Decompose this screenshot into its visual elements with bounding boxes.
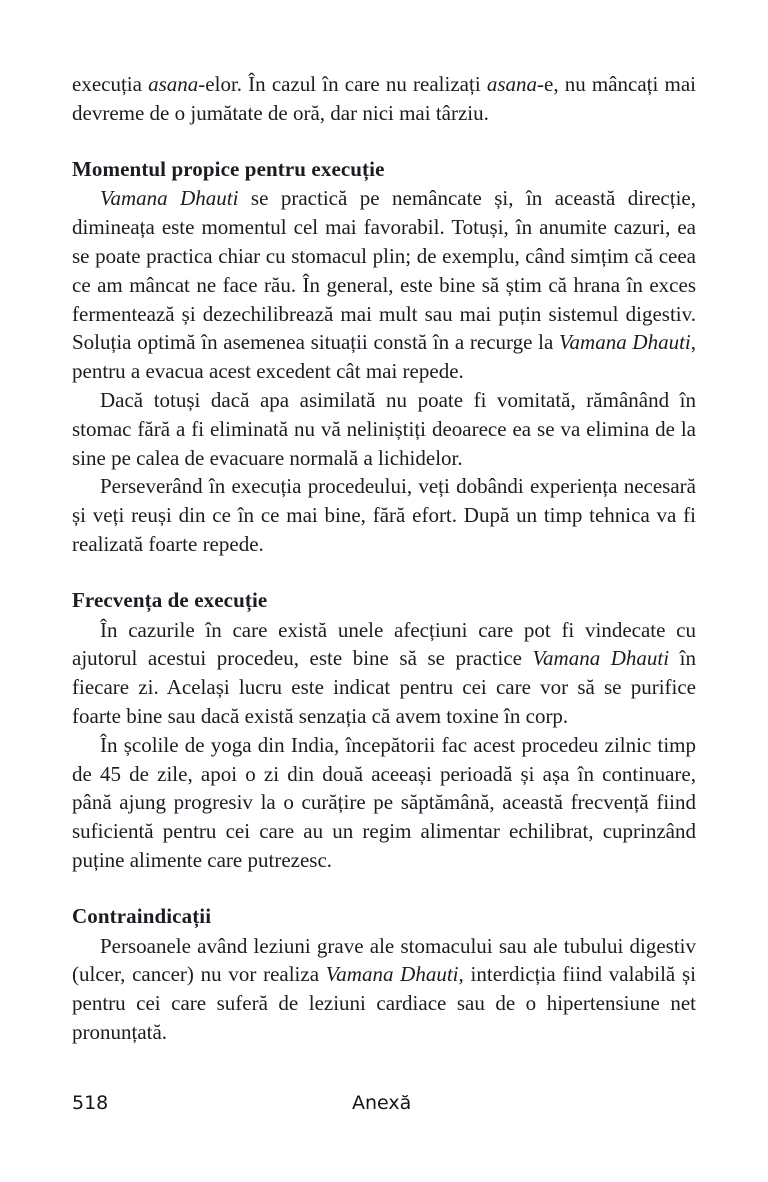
paragraph: Dacă totuși dacă apa asimilată nu poate fi vomitată, rămânând în stomac fără a fi eliminată nu vă neliniștiți deoarece ea se va elimina de la sine pe calea de evacuare normală a lichidelor. — [72, 387, 696, 470]
text-run: în fiecare zi. Același lucru este indicat pentru cei care vor să se purifice foarte bine sau dacă există senzația că avem toxine în corp. — [72, 646, 697, 728]
paragraph: În școlile de yoga din India, începătorii fac acest procedeu zilnic timp de 45 de zile, apoi o zi din două aceeași perioadă și așa în continuare, până ajung progresiv la o curățire pe săptămână, această frecvență fiind suficientă pentru cei care au un regim alimentar echilibrat, cuprinzând puține alimente care putrezesc. — [72, 732, 696, 872]
paragraph — [72, 184, 696, 386]
paragraph: Perseverând în execuția procedeului, veți dobândi experiența necesară și veți reuși din ce în ce mai bine, fără efort. După un timp tehnica va fi realizată foarte repede. — [72, 474, 696, 556]
paragraph — [72, 932, 696, 1047]
italic-term-vamana-dhauti: Vamana Dhauti — [532, 646, 670, 671]
page-number: 518 — [72, 1092, 109, 1114]
paragraph-continued — [72, 70, 696, 128]
text-run: , pentru a evacua acest excedent cât mai repede. — [72, 330, 697, 384]
page-text-column — [72, 70, 696, 1047]
italic-term-vamana-dhauti: Vamana Dhauti — [325, 962, 459, 987]
heading-frecventa-de-executie: Frecvența de execuție — [72, 587, 268, 612]
heading-momentul-propice: Momentul propice pentru execuție — [72, 156, 385, 181]
text-run: Persoanele având leziuni grave ale stomacului sau ale tubului digestiv (ulcer, cancer) nu vor realiza — [72, 933, 696, 987]
italic-term-asana-2: asana — [486, 72, 537, 96]
spacer — [72, 559, 696, 586]
italic-term-asana-1: asana — [148, 72, 199, 96]
page-footer — [72, 1090, 696, 1116]
text-run: se practică pe nemâncate și, în această direcție, dimineața este momentul cel mai favorabil. Totuși, în anumite cazuri, ea se poate practica chiar cu stomacul plin; de exemplu, când simțim că ceea ce am mâncat ne face rău. În general, este bine să știm că hrana în exces fermentează și dezechilibrează mai mult sau mai puțin sistemul digestiv. Soluția optimă în asemenea situații constă în a recurge la — [72, 186, 696, 355]
italic-term-vamana-dhauti: Vamana Dhauti — [100, 186, 239, 211]
running-head: Anexă — [352, 1092, 412, 1114]
italic-term-vamana-dhauti: Vamana Dhauti — [559, 330, 691, 355]
text-run: -e, nu mâncați mai devreme de o jumătate de oră, dar nici mai târziu. — [72, 72, 696, 125]
text-run: execuția — [72, 72, 149, 96]
text-run: În cazurile în care există unele afecțiuni care pot fi vindecate cu ajutorul acestui procedeu, este bine să se practice — [72, 617, 696, 671]
text-run: , interdicția fiind valabilă și pentru cei care suferă de leziuni cardiace sau de o hipertensiune net pronunțată. — [72, 962, 697, 1044]
heading-contraindicatii: Contraindicații — [72, 903, 212, 928]
spacer — [72, 128, 696, 155]
paragraph — [72, 616, 696, 731]
spacer — [72, 875, 696, 902]
text-run: -elor. În cazul în care nu realizați — [198, 72, 487, 96]
